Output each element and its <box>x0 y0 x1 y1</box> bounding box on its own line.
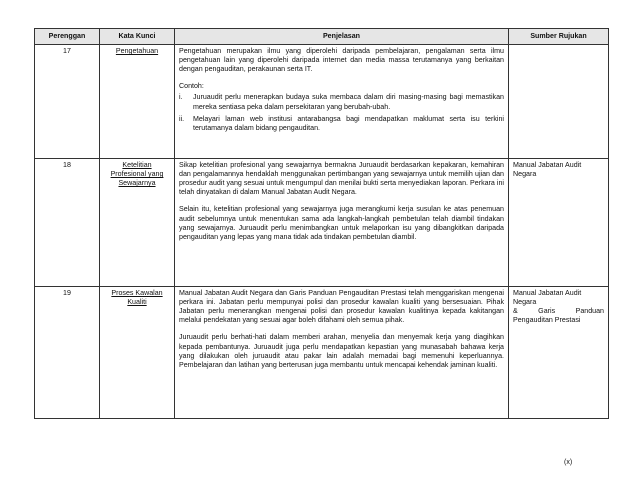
explanation-paragraph: Manual Jabatan Audit Negara dan Garis Panduan Pengauditan Prestasi telah menggariskan mengenai perkara ini. Jabatan perlu mempunyai polisi dan prosedur kawalan kualiti yang bersesuaian. Pihak Jabatan perlu menerangkan mengenai polisi dan prosedur kawalan kualitinya kepada kakitangan melalui pendekatan yang sesuai agar boleh difahami oleh semua pihak. <box>179 289 504 325</box>
table-row <box>35 159 609 287</box>
explanation-cell <box>175 45 509 159</box>
source-line: Pengauditan Prestasi <box>513 316 581 325</box>
explanation-paragraph: Sikap ketelitian profesional yang sewajarnya bermakna Juruaudit berdasarkan kepakaran, kemahiran dan pengalamannya hendaklah menggunakan pertimbangan yang sewajarnya untuk memilih ujian dan prosedur audit yang sesuai untuk mengumpul dan menilai bukti serta menyediakan laporan. Perkara ini telah dinyatakan di dalam Manual Jabatan Audit Negara. <box>179 161 504 197</box>
source-line: Manual Jabatan Audit Negara <box>513 289 582 307</box>
explanation-cell <box>175 159 509 287</box>
source-cell <box>509 45 609 159</box>
header-sumber-rujukan: Sumber Rujukan <box>509 29 609 45</box>
table-header-row <box>35 29 609 45</box>
row-number: 18 <box>35 159 100 287</box>
row-number: 17 <box>35 45 100 159</box>
list-item: i. Juruaudit perlu menerapkan budaya suka membaca dalam diri masing-masing bagi memastikan mereka sentiasa peka dalam persekitaran yang berubah-ubah. <box>179 93 504 111</box>
example-list <box>179 93 504 132</box>
keyword-label: Pengetahuan <box>115 47 159 56</box>
explanation-cell <box>175 287 509 419</box>
example-label: Contoh: <box>179 82 204 91</box>
explanation-paragraph: Selain itu, ketelitian profesional yang sewajarnya juga merangkumi kerja susulan ke atas penemuan audit sebelumnya untuk menentukan sama ada langkah-langkah pembetulan telah diambil tindakan yang sewajarnya. Juruaudit perlu menimbangkan untuk melaporkan isu yang dibangkitkan daripada pengauditan yang lepas yang mana tidak ada tindakan pembetulan diambil. <box>179 205 504 241</box>
header-kata-kunci: Kata Kunci <box>100 29 175 45</box>
list-item: ii. Melayari laman web institusi antarabangsa bagi mendapatkan maklumat serta isu terkini terutamanya dalam bidang pengauditan. <box>179 114 504 132</box>
keyword-cell <box>100 159 175 287</box>
table-row <box>35 45 609 159</box>
keyword-cell <box>100 45 175 159</box>
header-perenggan: Perenggan <box>35 29 100 45</box>
keyword-label: Proses Kawalan Kualiti <box>111 289 163 307</box>
source-cell <box>509 287 609 419</box>
header-penjelasan: Penjelasan <box>175 29 509 45</box>
explanation-paragraph: Pengetahuan merupakan ilmu yang diperolehi daripada pembelajaran, pengalaman serta ilmu pengetahuan lain yang diperolehi daripada internet dan media massa terutamanya yang berkaitan dengan pengauditan, perakaunan serta IT. <box>179 47 504 74</box>
reference-table <box>34 28 609 419</box>
page-number: (x) <box>564 459 573 466</box>
explanation-paragraph: Juruaudit perlu berhati-hati dalam memberi arahan, menyelia dan menyemak kerja yang diagihkan kepada pembantunya. Juruaudit juga perlu mendapatkan kepastian yang munasabah bahawa kerja yang dilakukan oleh juruaudit atau pakar lain adalah memadai bagi memenuhi keperluannya. Pembelajaran dan latihan yang berterusan juga membantu untuk mencapai kehendak jaminan kualiti. <box>179 333 504 369</box>
keyword-cell <box>100 287 175 419</box>
keyword-label: Ketelitian Profesional yang Sewajarnya <box>110 161 164 188</box>
row-number: 19 <box>35 287 100 419</box>
table-row <box>35 287 609 419</box>
source-cell: Manual Jabatan Audit Negara <box>509 159 609 287</box>
source-line: & Garis Panduan <box>513 307 604 316</box>
